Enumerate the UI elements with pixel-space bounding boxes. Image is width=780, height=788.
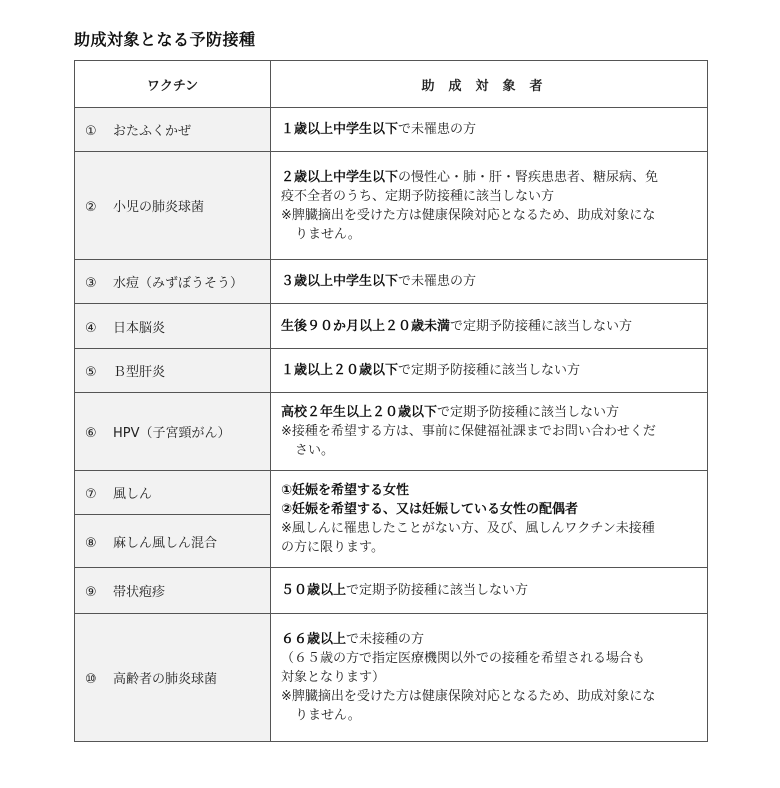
target-cell bbox=[271, 260, 708, 304]
target-emphasis: 生後９０か月以上２０歳未満 bbox=[281, 318, 451, 334]
vaccine-cell bbox=[75, 471, 271, 515]
row-number: ⑨ bbox=[85, 585, 97, 600]
table-row bbox=[75, 304, 708, 349]
row-number: ④ bbox=[85, 320, 97, 336]
table-row bbox=[75, 349, 708, 393]
table-row bbox=[75, 260, 708, 304]
row-number: ① bbox=[85, 124, 97, 139]
vaccine-name: 小児の肺炎球菌 bbox=[113, 200, 205, 215]
target-note: ※接種を希望する方は、事前に保健福祉課までお問い合わせくだ bbox=[281, 424, 656, 439]
row-number: ⑥ bbox=[85, 426, 97, 441]
target-note: ※脾臓摘出を受けた方は健康保険対応となるため、助成対象にな bbox=[281, 207, 656, 223]
vaccine-name: 風しん bbox=[113, 487, 153, 502]
target-cell bbox=[271, 304, 708, 349]
target-emphasis: ②妊娠を希望する、又は妊娠している女性の配偶者 bbox=[281, 502, 579, 517]
table-row bbox=[75, 471, 708, 515]
target-note: の方に限ります。 bbox=[281, 540, 384, 555]
target-text: で未罹患の方 bbox=[398, 122, 477, 137]
subsidy-table bbox=[74, 60, 708, 742]
target-note: ※風しんに罹患したことがない方、及び、風しんワクチン未接種 bbox=[281, 521, 655, 536]
target-paren: 対象となります） bbox=[281, 670, 386, 685]
vaccine-name: 高齢者の肺炎球菌 bbox=[113, 672, 218, 687]
vaccine-name: 麻しん風しん混合 bbox=[113, 535, 218, 551]
table-row bbox=[75, 152, 708, 260]
target-emphasis: ①妊娠を希望する女性 bbox=[281, 483, 410, 498]
row-number: ⑤ bbox=[85, 365, 97, 380]
row-number: ⑦ bbox=[85, 487, 97, 502]
table-row bbox=[75, 108, 708, 152]
header-target: 助成対象者 bbox=[271, 61, 708, 108]
target-emphasis: １歳以上中学生以下 bbox=[281, 122, 399, 137]
target-text: で未罹患の方 bbox=[398, 274, 477, 289]
target-cell bbox=[271, 614, 708, 742]
header-vaccine: ワクチン bbox=[75, 61, 271, 108]
row-number: ② bbox=[85, 200, 97, 215]
table-header-row bbox=[75, 61, 708, 108]
vaccine-name: 水痘（みずぼうそう） bbox=[113, 276, 244, 291]
target-text: で定期予防接種に該当しない方 bbox=[346, 583, 529, 598]
vaccine-cell bbox=[75, 349, 271, 393]
target-cell bbox=[271, 349, 708, 393]
target-emphasis: ５０歳以上 bbox=[281, 583, 347, 598]
target-text: で定期予防接種に該当しない方 bbox=[437, 405, 620, 420]
target-text: の慢性心・肺・肝・腎疾患患者、糖尿病、免 bbox=[398, 169, 659, 185]
target-cell bbox=[271, 568, 708, 614]
target-text: で定期予防接種に該当しない方 bbox=[450, 318, 633, 334]
vaccine-name: HPV（子宮頸がん） bbox=[113, 426, 231, 441]
vaccine-cell bbox=[75, 260, 271, 304]
table-row bbox=[75, 614, 708, 742]
target-paren: （６５歳の方で指定医療機関以外での接種を希望される場合も bbox=[281, 651, 646, 666]
target-text: で未接種の方 bbox=[346, 632, 425, 647]
table-row bbox=[75, 568, 708, 614]
table-row bbox=[75, 393, 708, 471]
page-title: 助成対象となる予防接種 bbox=[74, 30, 256, 49]
vaccine-name: おたふくかぜ bbox=[113, 124, 192, 139]
target-emphasis: １歳以上２０歳以下 bbox=[281, 363, 399, 378]
target-note: さい。 bbox=[295, 443, 335, 458]
target-emphasis: ３歳以上中学生以下 bbox=[281, 274, 399, 289]
vaccine-name: 帯状疱疹 bbox=[113, 585, 166, 600]
target-emphasis: 高校２年生以上２０歳以下 bbox=[281, 405, 438, 420]
vaccine-cell bbox=[75, 108, 271, 152]
row-number: ⑧ bbox=[85, 535, 97, 551]
target-text: 疫不全者のうち、定期予防接種に該当しない方 bbox=[281, 188, 555, 204]
target-cell bbox=[271, 108, 708, 152]
target-cell bbox=[271, 471, 708, 568]
row-number: ③ bbox=[85, 276, 97, 291]
target-emphasis: ６６歳以上 bbox=[281, 632, 347, 647]
target-cell bbox=[271, 393, 708, 471]
target-cell bbox=[271, 152, 708, 260]
vaccine-cell bbox=[75, 393, 271, 471]
target-emphasis: ２歳以上中学生以下 bbox=[281, 169, 399, 185]
vaccine-cell bbox=[75, 614, 271, 742]
vaccine-name: 日本脳炎 bbox=[113, 320, 166, 336]
target-note: ※脾臓摘出を受けた方は健康保険対応となるため、助成対象にな bbox=[281, 689, 656, 704]
row-number: ⑩ bbox=[85, 672, 97, 687]
vaccine-name: Ｂ型肝炎 bbox=[113, 365, 166, 380]
vaccine-cell bbox=[75, 152, 271, 260]
vaccine-cell bbox=[75, 304, 271, 349]
vaccine-cell bbox=[75, 568, 271, 614]
target-note: りません。 bbox=[295, 226, 361, 242]
vaccine-cell bbox=[75, 515, 271, 568]
target-note: りません。 bbox=[295, 708, 361, 723]
target-text: で定期予防接種に該当しない方 bbox=[398, 363, 581, 378]
